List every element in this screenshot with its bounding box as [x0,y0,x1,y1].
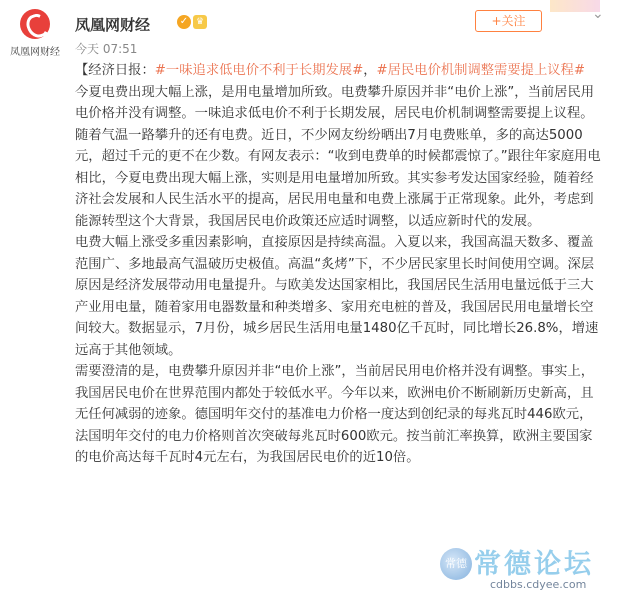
follow-button[interactable]: +关注 [475,10,542,32]
author-name[interactable]: 凤凰网财经 [75,16,151,34]
avatar[interactable] [10,9,62,59]
phoenix-logo-icon [20,9,50,39]
vip-badge-icon: ♛ [193,15,207,29]
lead-open: 【经济日报： [75,63,155,78]
post-content [75,60,603,469]
watermark-url: cdbbs.cdyee.com [490,578,587,591]
forum-watermark [440,540,620,594]
watermark-title: 常德论坛 [474,549,594,580]
chevron-down-icon[interactable]: ⌄ [592,6,604,22]
paragraph-4: 需要澄清的是，电费攀升原因并非“电价上涨”，当前居民用电价格并没有调整。事实上，我国居民电价在世界范围内都处于较低水平。今年以来，欧洲电价不断刷新历史新高，且无任何减弱的迹象。德国明年交付的基准电力价格一度达到创纪录的每兆瓦时446欧元，法国明年交付的电力价格则首次突破每兆瓦时600欧元。按当前汇率换算，欧洲主要国家的电价高达每千瓦时4元左右，为我国居民电价的近10倍。 [75,364,595,465]
post-lead [75,60,603,82]
post-timestamp[interactable]: 今天 07:51 [75,42,138,56]
paragraph-3: 电费大幅上涨受多重因素影响，直接原因是持续高温。入夏以来，我国高温天数多、覆盖范围广、多地最高气温破历史极值。高温“炙烤”下，不少居民家里长时间使用空调。深层原因是经济发展带动用电量提升。与欧美发达国家相比，我国居民生活用电量远低于三大产业用电量，随着家用电器数量和种类增多、家用充电桩的普及，我国居民用电量增长空间较大。数据显示，7月份，城乡居民生活用电量1480亿千瓦时，同比增长26.8%，增速远高于其他领域。 [75,235,599,358]
paragraph-1: 今夏电费出现大幅上涨，是用电量增加所致。电费攀升原因并非“电价上涨”，当前居民用电价格并没有调整。一味追求低电价不利于长期发展，居民电价机制调整需要提上议程。 [75,84,595,121]
hashtag-low-price[interactable]: #一味追求低电价不利于长期发展# [154,63,364,78]
paragraph-2: 随着气温一路攀升的还有电费。近日，不少网友纷纷晒出7月电费账单，多的高达5000元，超过千元的更不在少数。有网友表示：“收到电费单的时候都震惊了。”跟往年家庭用电相比，今夏电费出现大幅上涨，实则是用电量增加所致。其实参考发达国家经验，随着经济社会发展和人民生活水平的提高，居民用电量和电费上涨属于正常现象。此外，考虑到能源转型这个大背景，我国居民电价政策还应适时调整，以适应新时代的发展。 [75,127,601,229]
hashtag-price-reform[interactable]: #居民电价机制调整需要提上议程# [376,63,585,78]
hashtag-separator: ， [363,63,377,78]
verified-badge-icon: ✓ [177,15,191,29]
avatar-brand-text: 凤凰网财经 [10,47,60,58]
watermark-logo: 常德 [440,548,472,580]
